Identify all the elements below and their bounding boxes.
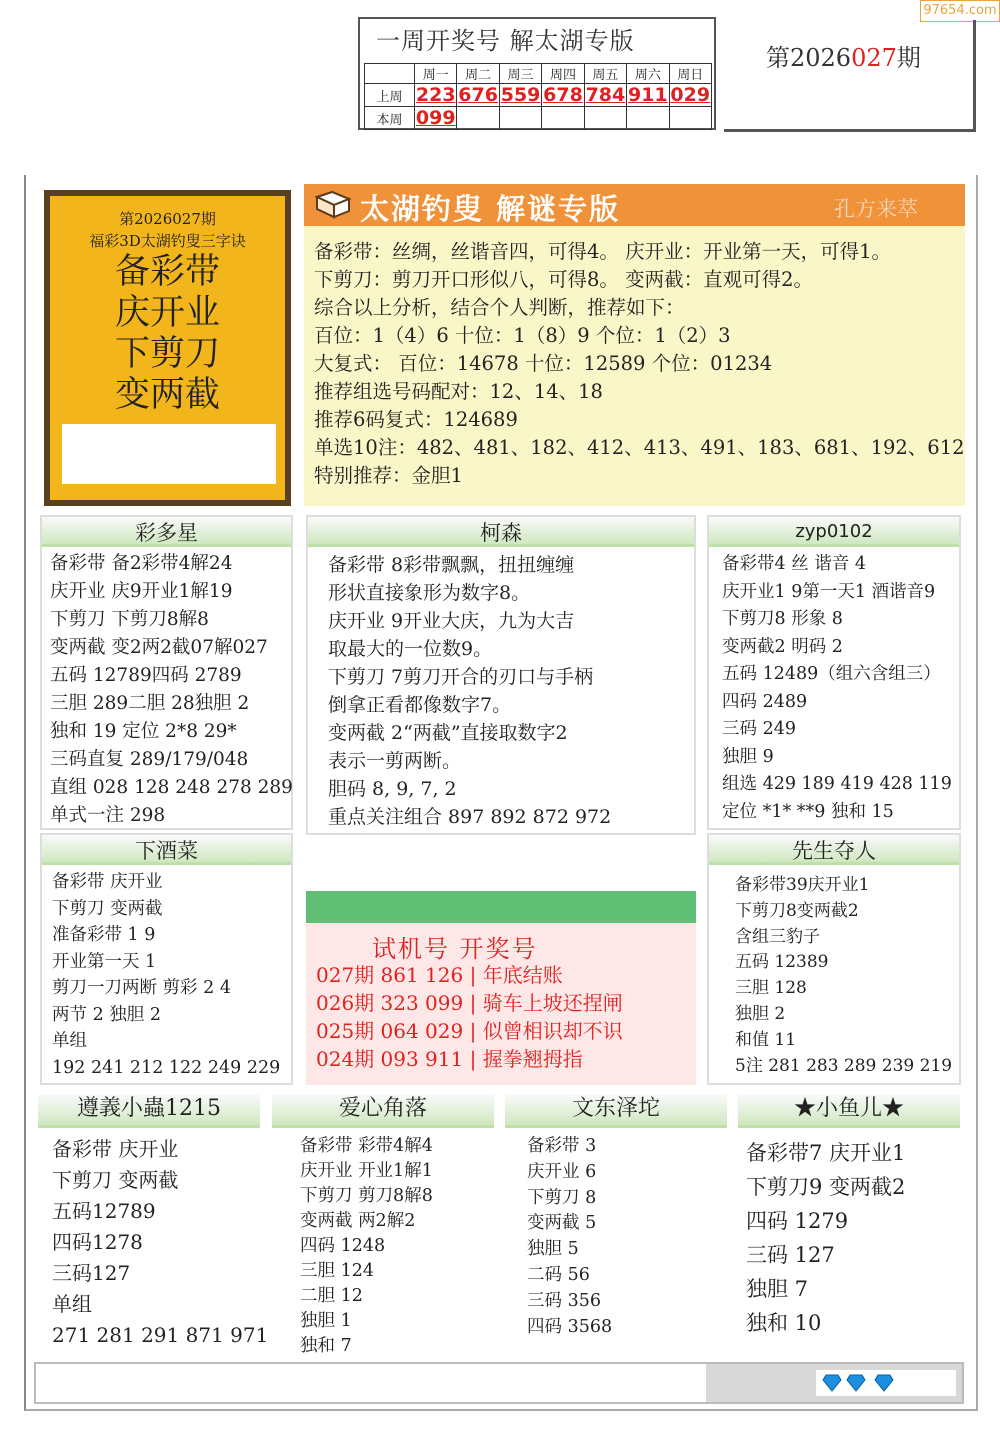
draw-number: 099 — [415, 107, 456, 129]
panel-line: 独和 19 定位 2*8 29* — [50, 721, 237, 742]
panel-line: 变两截 变2两2截07解027 — [50, 637, 268, 658]
draw-number — [627, 107, 669, 130]
riddle-issue: 第2026027期 — [119, 210, 216, 228]
panel-body-xiaoyuer — [746, 1136, 960, 1340]
issue-suffix: 期 — [896, 44, 921, 72]
panel-title: 先生夺人 — [709, 835, 959, 865]
solve-line: 单选10注：482、481、182、412、413、491、183、681、192、612 — [314, 436, 965, 459]
day-header: 周日 — [669, 64, 711, 84]
draw-number — [457, 107, 499, 130]
panel-line: 庆开业 9开业大庆，九为大吉 — [328, 610, 575, 632]
solve-line: 综合以上分析，结合个人判断，推荐如下： — [314, 296, 685, 319]
weekly-draw-table — [358, 17, 716, 130]
riddle-card-inner — [50, 196, 285, 500]
draw-number: 678 — [543, 84, 583, 106]
draw-number: 223 — [415, 84, 456, 106]
panel-line: 准备彩带 1 9 — [52, 925, 156, 945]
panel-title: 遵義小蟲1215 — [38, 1094, 260, 1128]
panel-line: 单组 — [52, 1031, 87, 1051]
panel-line: 变两截2 明码 2 — [722, 636, 843, 657]
panel-body-kesen — [328, 551, 688, 831]
panel-line: 下剪刀 8 — [527, 1187, 597, 1208]
panel-line: 192 241 212 122 249 229 — [52, 1057, 281, 1078]
panel-line: 备彩带 庆开业 — [52, 1137, 179, 1161]
panel-line: 开业第一天 1 — [52, 951, 157, 972]
panel-body-wendong — [527, 1134, 727, 1340]
panel-line: 三胆 124 — [300, 1261, 374, 1281]
panel-line: 下剪刀8变两截2 — [735, 900, 859, 921]
panel-line: 重点关注组合 897 892 872 972 — [328, 806, 612, 828]
panel-body-zunyi — [52, 1134, 269, 1351]
panel-title: 文东泽坨 — [505, 1094, 727, 1128]
footer-gray-block — [706, 1364, 962, 1402]
panel-body-caiduoxing — [50, 550, 293, 830]
solve-author: 孔方来萃 — [834, 197, 918, 221]
draw-number: 784 — [585, 84, 626, 106]
issue-number: 027 — [851, 44, 897, 72]
solve-line: 百位：1（4）6 十位：1（8）9 个位：1（2）3 — [314, 324, 731, 347]
panel-line: 单式一注 298 — [50, 805, 166, 826]
draw-number — [499, 107, 541, 130]
riddle-word: 备彩带 — [114, 252, 220, 292]
riddle-word: 变两截 — [114, 375, 220, 415]
diamond-icon — [874, 1374, 894, 1392]
panel-line: 变两截 2“两截”直接取数字2 — [328, 722, 568, 744]
row-label: 本周 — [365, 107, 415, 130]
panel-title: ★小鱼儿★ — [738, 1094, 960, 1128]
panel-line: 三码 356 — [527, 1290, 601, 1311]
panel-line: 变两截 5 — [527, 1213, 597, 1234]
row-label: 上周 — [365, 84, 415, 107]
day-header: 周六 — [627, 64, 669, 84]
riddle-word: 庆开业 — [114, 293, 220, 333]
panel-line: 二码 56 — [527, 1264, 590, 1285]
solve-content — [304, 226, 965, 506]
site-watermark: 97654.com — [920, 0, 1000, 22]
draw-number — [669, 107, 711, 130]
panel-line: 备彩带 备2彩带4解24 — [50, 553, 233, 574]
panel-line: 备彩带 3 — [527, 1136, 597, 1156]
test-row: 027期 861 126 | 年底结账 — [316, 963, 563, 987]
day-header: 周一 — [415, 64, 457, 84]
solve-line: 备彩带：丝绸，丝谐音四，可得4。 庆开业：开业第一天，可得1。 — [314, 240, 892, 263]
panel-line: 下剪刀9 变两截2 — [746, 1175, 906, 1199]
panel-line: 和值 11 — [735, 1029, 797, 1050]
diamond-icon — [846, 1374, 866, 1392]
panel-body-xiansheng — [735, 873, 959, 1079]
panel-line: 5注 281 283 289 239 219 — [735, 1055, 953, 1076]
draw-number: 676 — [458, 84, 498, 106]
draw-number — [542, 107, 584, 130]
panel-line: 三胆 128 — [735, 978, 807, 999]
draw-number: 911 — [627, 84, 668, 106]
panel-line: 四码 1279 — [746, 1209, 849, 1233]
panel-line: 独胆 1 — [300, 1311, 352, 1331]
empty-cell — [365, 64, 415, 84]
panel-line: 单组 — [52, 1292, 92, 1316]
footer-bar — [34, 1362, 964, 1404]
panel-line: 庆开业1 9第一天1 酒谐音9 — [722, 581, 936, 602]
panel-line: 下剪刀 变两截 — [52, 898, 163, 919]
panel-line: 形状直接象形为数字8。 — [328, 582, 531, 604]
panel-title: zyp0102 — [709, 517, 959, 547]
test-row: 024期 093 911 | 握拳翘拇指 — [316, 1047, 583, 1071]
panel-line: 三码 127 — [746, 1243, 835, 1267]
panel-line: 二胆 12 — [300, 1286, 363, 1306]
solve-line: 推荐组选号码配对：12、14、18 — [314, 380, 603, 403]
test-row: 026期 323 099 | 骑车上坡还捏闸 — [316, 991, 623, 1015]
panel-title: 下酒菜 — [42, 835, 291, 865]
panel-line: 剪刀一刀两断 剪彩 2 4 — [52, 978, 231, 998]
solve-header — [304, 184, 965, 226]
day-header: 周五 — [584, 64, 626, 84]
panel-line: 备彩带7 庆开业1 — [746, 1141, 906, 1165]
panel-body-zyp — [722, 551, 960, 826]
panel-line: 五码12789 — [52, 1199, 156, 1223]
panel-line: 三码127 — [52, 1261, 131, 1285]
panel-line: 两节 2 独胆 2 — [52, 1004, 161, 1025]
draw-grid — [364, 63, 712, 130]
panel-title: 爱心角落 — [272, 1094, 494, 1128]
panel-line: 定位 *1* **9 独和 15 — [722, 801, 894, 822]
diamond-icon — [822, 1374, 842, 1392]
panel-line: 四码 3568 — [527, 1316, 613, 1337]
riddle-word: 下剪刀 — [114, 334, 220, 374]
solve-line: 大复式： 百位：14678 十位：12589 个位：01234 — [314, 352, 773, 375]
panel-line: 独和 10 — [746, 1311, 822, 1335]
panel-line: 备彩带 彩带4解4 — [300, 1136, 433, 1156]
panel-line: 庆开业 6 — [527, 1161, 597, 1182]
test-bar — [306, 891, 696, 923]
panel-line: 五码 12789四码 2789 — [50, 665, 242, 686]
book-icon — [314, 189, 352, 221]
test-title: 试机号 开奖号 — [372, 935, 538, 963]
panel-line: 变两截 两2解2 — [300, 1211, 416, 1231]
day-header: 周四 — [542, 64, 584, 84]
panel-line: 备彩带39庆开业1 — [735, 875, 870, 895]
panel-title: 柯森 — [308, 517, 694, 547]
panel-line: 倒拿正看都像数字7。 — [328, 694, 512, 716]
panel-line: 独和 7 — [300, 1336, 352, 1356]
test-draw-box — [306, 923, 696, 1085]
panel-line: 独胆 2 — [735, 1003, 786, 1024]
day-header: 周二 — [457, 64, 499, 84]
panel-line: 三胆 289二胆 28独胆 2 — [50, 693, 250, 714]
gem-strip — [816, 1370, 956, 1396]
test-row: 025期 064 029 | 似曾相识却不识 — [316, 1019, 623, 1043]
solve-title: 太湖钓叟 解谜专版 — [360, 192, 621, 226]
issue-label — [766, 38, 921, 73]
panel-line: 独胆 9 — [722, 746, 774, 767]
panel-line: 下剪刀8 形象 8 — [722, 609, 843, 629]
panel-line: 胆码 8, 9, 7, 2 — [328, 778, 457, 800]
riddle-card — [44, 190, 291, 506]
draw-number: 029 — [670, 84, 711, 106]
panel-line: 备彩带4 丝 谐音 4 — [722, 554, 866, 574]
panel-line: 三码 249 — [722, 719, 796, 739]
solve-line: 下剪刀：剪刀开口形似八，可得8。 变两截：直观可得2。 — [314, 268, 814, 291]
panel-line: 独胆 5 — [527, 1239, 579, 1260]
panel-line: 下剪刀 7剪刀开合的刃口与手柄 — [328, 666, 594, 688]
riddle-subtitle: 福彩3D太湖钓叟三字诀 — [89, 232, 246, 250]
panel-line: 组选 429 189 419 428 119 — [722, 774, 952, 794]
panel-line: 四码1278 — [52, 1230, 143, 1254]
panel-body-aixin — [300, 1134, 494, 1359]
panel-line: 三码直复 289/179/048 — [50, 749, 249, 770]
solve-line: 特别推荐：金胆1 — [314, 464, 463, 487]
panel-line: 下剪刀 剪刀8解8 — [300, 1186, 433, 1206]
panel-line: 含组三豹子 — [735, 926, 820, 947]
blank-white-area — [62, 424, 276, 484]
panel-line: 取最大的一位数9。 — [328, 638, 493, 660]
panel-line: 四码 1248 — [300, 1236, 386, 1256]
panel-line: 庆开业 开业1解1 — [300, 1161, 433, 1181]
issue-prefix: 第2026 — [766, 44, 852, 72]
panel-line: 下剪刀 变两截 — [52, 1168, 179, 1192]
issue-box — [724, 20, 976, 132]
draw-table-title: 一周开奖号 解太湖专版 — [376, 27, 635, 55]
panel-line: 表示一剪两断。 — [328, 750, 462, 772]
panel-line: 独胆 7 — [746, 1277, 809, 1301]
panel-line: 下剪刀 下剪刀8解8 — [50, 609, 209, 630]
panel-body-xiajiucai — [52, 869, 290, 1081]
draw-number: 559 — [500, 84, 541, 106]
panel-line: 五码 12489（组六含组三） — [722, 664, 941, 684]
draw-number — [584, 107, 626, 130]
panel-line: 271 281 291 871 971 — [52, 1323, 269, 1347]
panel-line: 四码 2489 — [722, 691, 808, 712]
panel-line: 备彩带 8彩带飘飘，扭扭缠缠 — [328, 554, 575, 576]
day-header: 周三 — [499, 64, 541, 84]
panel-line: 五码 12389 — [735, 952, 829, 973]
panel-line: 直组 028 128 248 278 289 — [50, 777, 293, 798]
solve-line: 推荐6码复式：124689 — [314, 408, 518, 431]
panel-title: 彩多星 — [42, 517, 291, 547]
panel-line: 庆开业 庆9开业1解19 — [50, 581, 233, 602]
panel-line: 备彩带 庆开业 — [52, 872, 163, 892]
